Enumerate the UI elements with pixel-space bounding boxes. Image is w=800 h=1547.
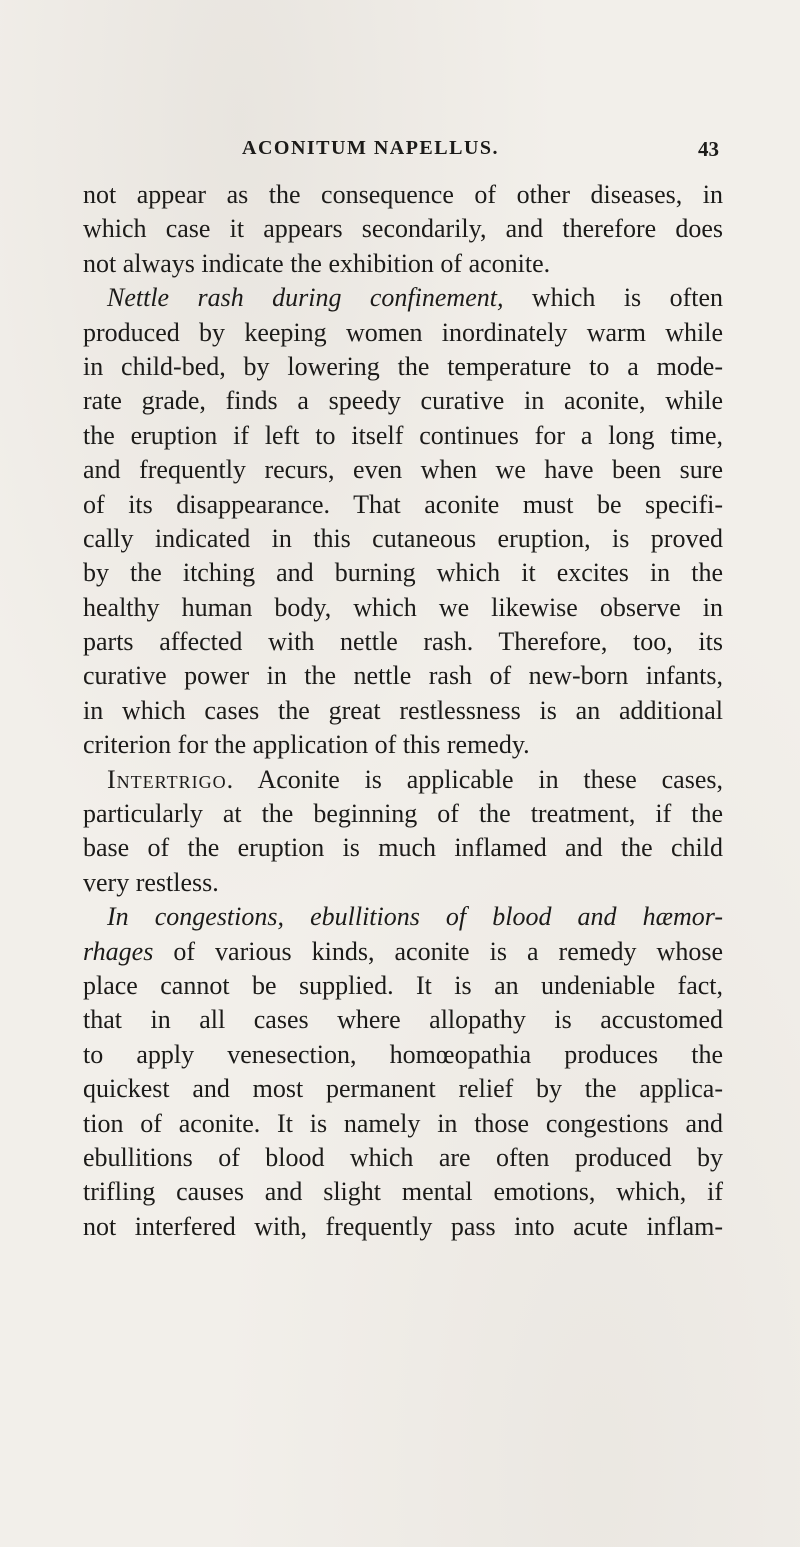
- text-line: by the itching and burning which it excites in the: [83, 558, 723, 588]
- text-line: the eruption if left to itself continues for a long time,: [83, 420, 723, 450]
- section-heading-nettle-rash: Nettle rash during confinement,: [107, 283, 504, 313]
- text-line: which case it appears secondarily, and therefore does: [83, 214, 723, 244]
- text-line: parts affected with nettle rash. Therefore, too, its: [83, 627, 723, 657]
- text-line: cally indicated in this cutaneous eruption, is proved: [83, 523, 723, 553]
- paragraph-nettle-rash: [83, 281, 723, 762]
- text-run: of various kinds, aconite is a remedy whose: [153, 936, 723, 966]
- text-line: place cannot be supplied. It is an undeniable fact,: [83, 970, 723, 1000]
- text-line: that in all cases where allopathy is accustomed: [83, 1005, 723, 1035]
- section-heading-intertrigo: Intertrigo.: [107, 764, 235, 794]
- text-line: curative power in the nettle rash of new-born infants,: [83, 661, 723, 691]
- text-run: Aconite is applicable in these cases,: [234, 764, 723, 794]
- text-line: [83, 281, 723, 315]
- paragraph-congestions: [83, 900, 723, 1244]
- text-line: and frequently recurs, even when we have been sure: [83, 455, 723, 485]
- text-line: ebullitions of blood which are often produced by: [83, 1142, 723, 1172]
- paragraph-1: [83, 178, 723, 281]
- page-number: 43: [698, 137, 719, 161]
- text-line: in child-bed, by lowering the temperature to a mode-: [83, 351, 723, 381]
- text-line: in which cases the great restlessness is an additional: [83, 695, 723, 725]
- text-line: to apply venesection, homœopathia produces the: [83, 1039, 723, 1069]
- text-line: of its disappearance. That aconite must be specifi-: [83, 489, 723, 519]
- text-line: particularly at the beginning of the treatment, if the: [83, 799, 723, 829]
- text-line: not appear as the consequence of other diseases, in: [83, 180, 723, 209]
- page-header: [0, 137, 800, 167]
- text-line: not always indicate the exhibition of aconite.: [83, 248, 551, 278]
- body-text: [83, 178, 723, 1244]
- section-heading-congestions: In congestions, ebullitions of blood and hæmor-: [107, 902, 723, 932]
- text-run-italic: rhages: [83, 936, 154, 966]
- text-line: very restless.: [83, 867, 219, 897]
- text-line: quickest and most permanent relief by the applica-: [83, 1074, 723, 1104]
- text-line: base of the eruption is much inflamed and the child: [83, 833, 723, 863]
- text-line: criterion for the application of this remedy.: [83, 730, 530, 760]
- text-run: which is often: [503, 283, 723, 313]
- text-line: healthy human body, which we likewise observe in: [83, 592, 723, 622]
- text-line: trifling causes and slight mental emotions, which, if: [83, 1177, 723, 1207]
- text-line: produced by keeping women inordinately warm while: [83, 317, 723, 347]
- paragraph-intertrigo: [83, 763, 723, 901]
- text-line: [83, 935, 723, 969]
- text-line: rate grade, finds a speedy curative in aconite, while: [83, 386, 723, 416]
- text-line: [83, 763, 723, 797]
- text-line: tion of aconite. It is namely in those congestions and: [83, 1108, 723, 1138]
- text-line: not interfered with, frequently pass into acute inflam-: [83, 1211, 723, 1241]
- running-title: ACONITUM NAPELLUS.: [242, 137, 500, 159]
